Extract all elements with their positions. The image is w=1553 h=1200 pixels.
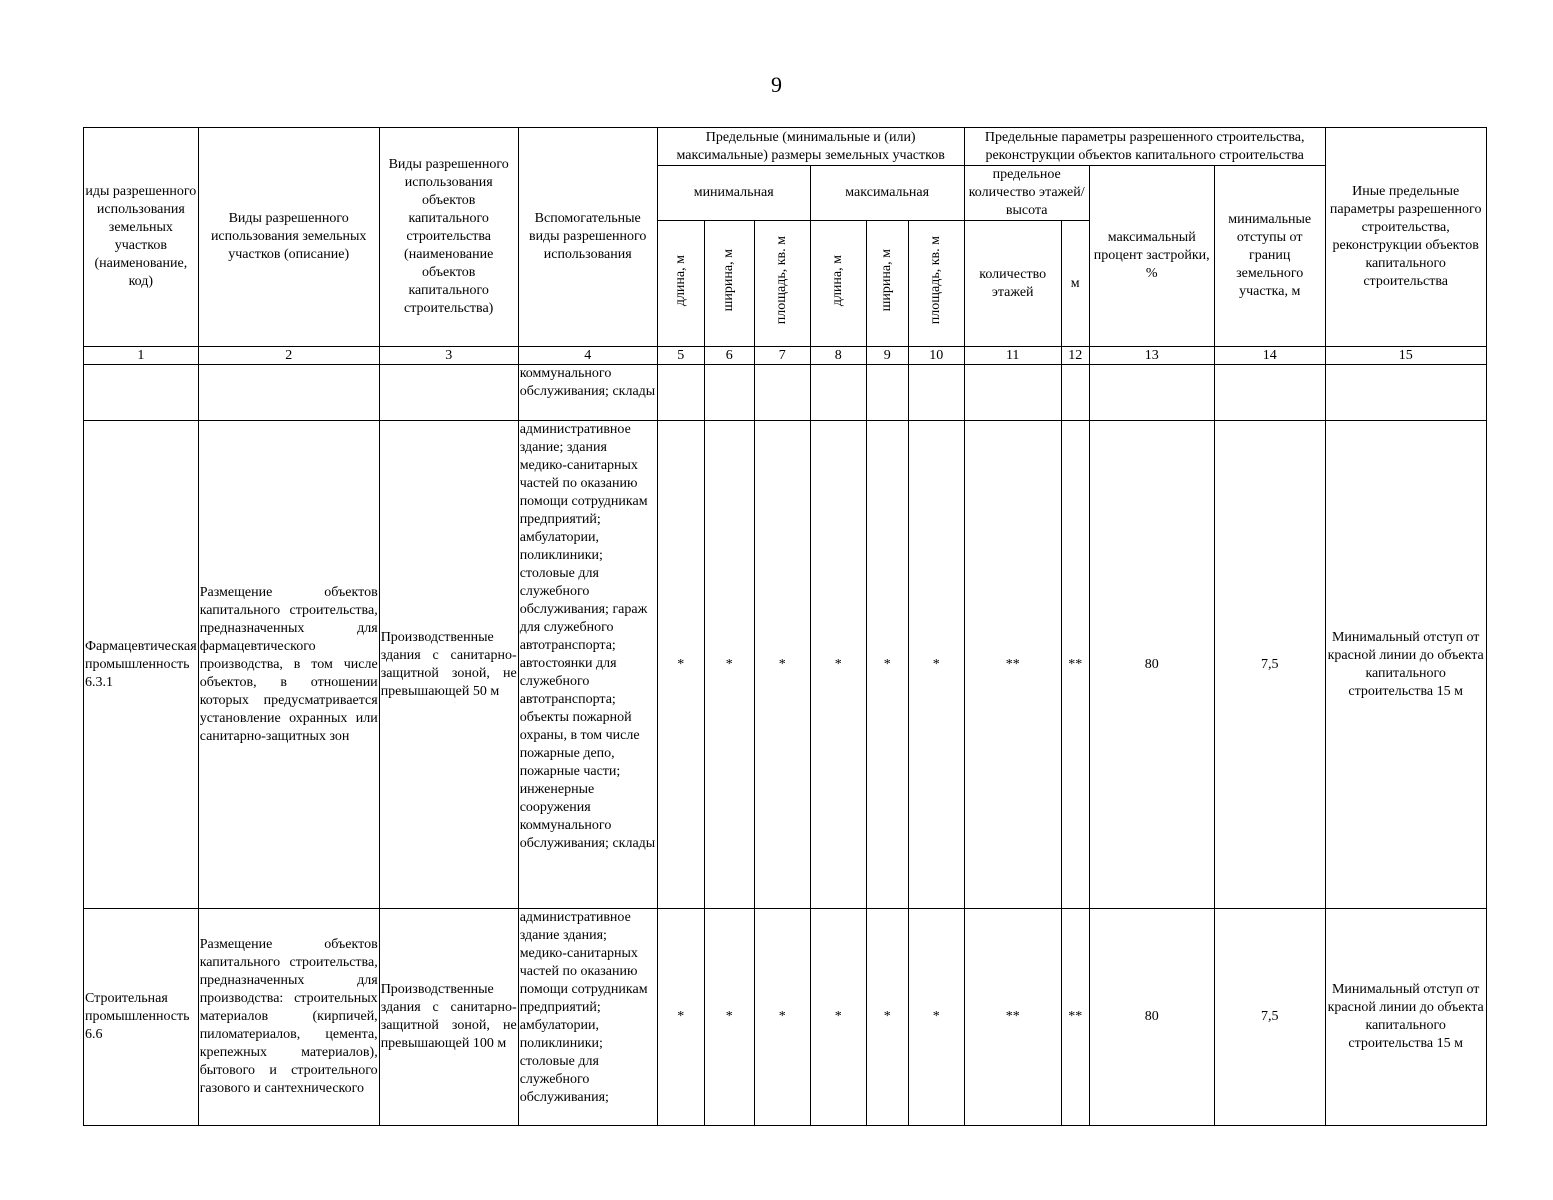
header-row-1 [84, 128, 1487, 166]
column-number: 8 [810, 347, 866, 365]
table-row [84, 421, 1487, 909]
cell-max-width [866, 365, 908, 421]
cell-other-params: Минимальный отступ от красной линии до объекта капитального строительства 15 м [1325, 421, 1486, 909]
cell-max-width: * [866, 421, 908, 909]
header-min-length: длина, м [657, 221, 704, 347]
cell-building-use: Производственные здания с санитарно-защитной зоной, не превышающей 50 м [379, 421, 518, 909]
cell-min-area [754, 365, 810, 421]
cell-min-width: * [704, 421, 754, 909]
table-row [84, 909, 1487, 1126]
cell-max-length: * [810, 421, 866, 909]
cell-floors: ** [964, 909, 1061, 1126]
cell-auxiliary-use: административное здание; здания медико-санитарных частей по оказанию помощи сотрудникам предприятий; амбулатории, поликлиники; столовые для служебного обслуживания; гараж для служебного автотранспорта; автостоянки для служебного автотранспорта; объекты пожарной охраны, в том числе пожарные депо, пожарные части; инженерные сооружения коммунального обслуживания; склады [518, 421, 657, 909]
cell-use-code [84, 365, 199, 421]
header-land-use-description: Виды разрешенного использования земельных участков (описание) [198, 128, 379, 347]
cell-height: ** [1061, 421, 1089, 909]
cell-use-description: Размещение объектов капитального строительства, предназначенных для фармацевтического производства, в том числе объектов, в отношении которых предусматривается установление охранных или санитарно-защитных зон [198, 421, 379, 909]
cell-building-use [379, 365, 518, 421]
cell-min-setback: 7,5 [1214, 421, 1325, 909]
header-floors-count: количество этажей [964, 221, 1061, 347]
header-auxiliary-use: Вспомогательные виды разрешенного использования [518, 128, 657, 347]
cell-min-width [704, 365, 754, 421]
column-number: 5 [657, 347, 704, 365]
cell-max-area: * [908, 421, 964, 909]
column-number: 10 [908, 347, 964, 365]
cell-floors [964, 365, 1061, 421]
cell-other-params: Минимальный отступ от красной линии до объекта капитального строительства 15 м [1325, 909, 1486, 1126]
column-number: 2 [198, 347, 379, 365]
cell-min-length: * [657, 421, 704, 909]
cell-use-code: Фармацевтическая промышленность 6.3.1 [84, 421, 199, 909]
header-maximum: максимальная [810, 166, 964, 221]
table-row [84, 365, 1487, 421]
cell-max-width: * [866, 909, 908, 1126]
header-other-params: Иные предельные параметры разрешенного строительства, реконструкции объектов капитального строительства [1325, 128, 1486, 347]
header-max-build-percent: максимальный процент застройки, % [1089, 166, 1214, 347]
header-min-area: площадь, кв. м [754, 221, 810, 347]
column-number: 3 [379, 347, 518, 365]
cell-max-percent: 80 [1089, 909, 1214, 1126]
column-number: 14 [1214, 347, 1325, 365]
cell-min-setback: 7,5 [1214, 909, 1325, 1126]
zoning-table [83, 127, 1487, 1126]
header-building-use: Виды разрешенного использования объектов капитального строительства (наименование объектов капитального строительства) [379, 128, 518, 347]
cell-max-area [908, 365, 964, 421]
header-min-setback: минимальные отступы от границ земельного участка, м [1214, 166, 1325, 347]
cell-height: ** [1061, 909, 1089, 1126]
column-number: 9 [866, 347, 908, 365]
cell-max-length: * [810, 909, 866, 1126]
cell-min-width: * [704, 909, 754, 1126]
header-max-area: площадь, кв. м [908, 221, 964, 347]
cell-max-percent [1089, 365, 1214, 421]
header-max-width: ширина, м [866, 221, 908, 347]
cell-max-length [810, 365, 866, 421]
page-number: 9 [771, 72, 782, 97]
column-number: 7 [754, 347, 810, 365]
cell-building-use: Производственные здания с санитарно-защитной зоной, не превышающей 100 м [379, 909, 518, 1126]
column-number: 1 [84, 347, 199, 365]
column-number: 15 [1325, 347, 1486, 365]
cell-max-percent: 80 [1089, 421, 1214, 909]
column-number: 12 [1061, 347, 1089, 365]
cell-floors: ** [964, 421, 1061, 909]
cell-use-description: Размещение объектов капитального строительства, предназначенных для производства: строительных материалов (кирпичей, пиломатериалов, цемента, крепежных материалов), бытового и строительного газового и сантехнического [198, 909, 379, 1126]
cell-other-params [1325, 365, 1486, 421]
cell-max-area: * [908, 909, 964, 1126]
header-max-length: длина, м [810, 221, 866, 347]
column-number: 11 [964, 347, 1061, 365]
cell-auxiliary-use: административное здание здания; медико-санитарных частей по оказанию помощи сотрудникам предприятий; амбулатории, поликлиники; столовые для служебного обслуживания; [518, 909, 657, 1126]
header-floors-height: предельное количество этажей/высота [964, 166, 1089, 221]
cell-use-description [198, 365, 379, 421]
header-min-width: ширина, м [704, 221, 754, 347]
cell-min-setback [1214, 365, 1325, 421]
column-number: 6 [704, 347, 754, 365]
column-numbers-row [84, 347, 1487, 365]
header-plot-size-limits: Предельные (минимальные и (или) максимальные) размеры земельных участков [657, 128, 964, 166]
cell-min-length [657, 365, 704, 421]
header-permitted-use-code: иды разрешенного использования земельных участков (наименование, код) [84, 128, 199, 347]
header-construction-params: Предельные параметры разрешенного строительства, реконструкции объектов капитального строительства [964, 128, 1325, 166]
header-minimum: минимальная [657, 166, 810, 221]
column-number: 4 [518, 347, 657, 365]
cell-height [1061, 365, 1089, 421]
cell-auxiliary-use: коммунального обслуживания; склады [518, 365, 657, 421]
cell-min-length: * [657, 909, 704, 1126]
column-number: 13 [1089, 347, 1214, 365]
cell-min-area: * [754, 909, 810, 1126]
header-meters: м [1061, 221, 1089, 347]
cell-use-code: Строительная промышленность 6.6 [84, 909, 199, 1126]
cell-min-area: * [754, 421, 810, 909]
